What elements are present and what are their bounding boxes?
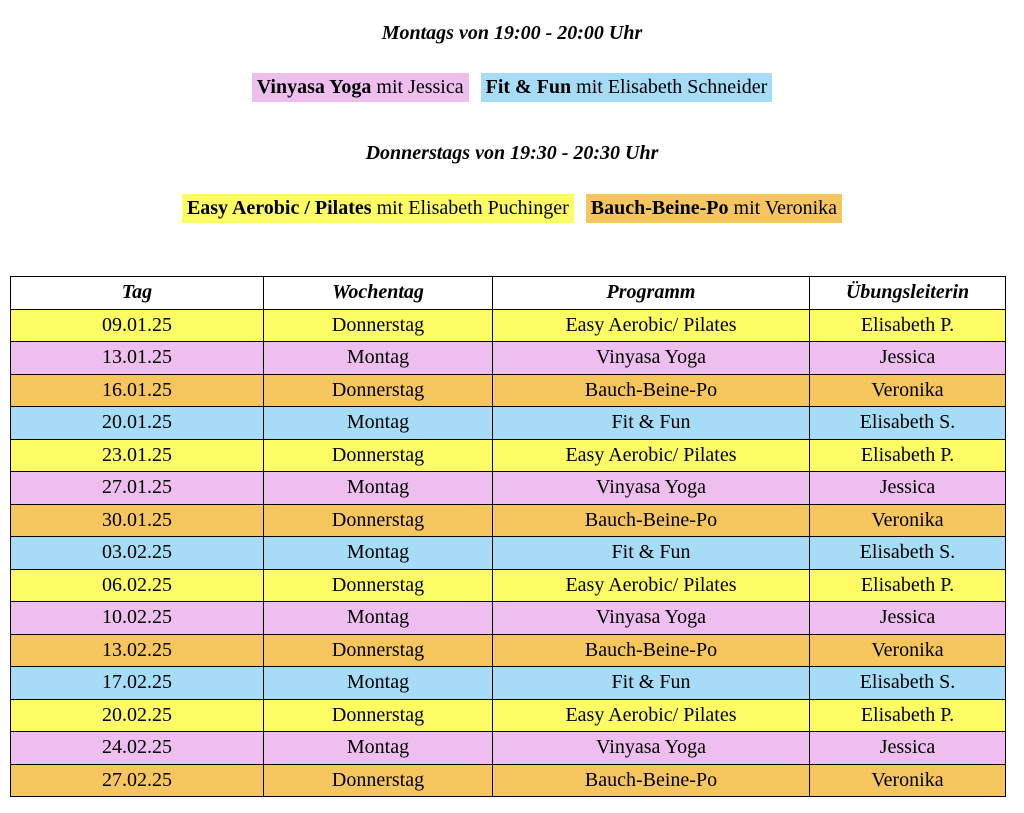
schedule-table-body [11, 309, 1006, 797]
cell-wochentag: Donnerstag [264, 374, 493, 407]
class-name: Vinyasa Yoga [256, 76, 372, 98]
cell-uebungsleiterin: Elisabeth P. [810, 569, 1006, 602]
class-instructor: mit Veronika [728, 197, 838, 219]
class-instructor: mit Elisabeth Schneider [571, 76, 768, 98]
cell-programm: Fit & Fun [493, 667, 810, 700]
cell-programm: Easy Aerobic/ Pilates [493, 569, 810, 602]
cell-wochentag: Montag [264, 732, 493, 765]
cell-programm: Fit & Fun [493, 537, 810, 570]
cell-wochentag: Donnerstag [264, 309, 493, 342]
cell-uebungsleiterin: Elisabeth P. [810, 439, 1006, 472]
cell-wochentag: Montag [264, 407, 493, 440]
cell-uebungsleiterin: Veronika [810, 374, 1006, 407]
table-row [11, 732, 1006, 765]
cell-tag: 16.01.25 [11, 374, 264, 407]
cell-programm: Fit & Fun [493, 407, 810, 440]
cell-programm: Bauch-Beine-Po [493, 504, 810, 537]
cell-programm: Easy Aerobic/ Pilates [493, 699, 810, 732]
column-header-tag: Tag [11, 277, 264, 310]
table-row [11, 602, 1006, 635]
cell-programm: Bauch-Beine-Po [493, 374, 810, 407]
cell-wochentag: Donnerstag [264, 764, 493, 797]
thursday-classes [0, 194, 1024, 223]
cell-tag: 17.02.25 [11, 667, 264, 700]
cell-uebungsleiterin: Veronika [810, 634, 1006, 667]
cell-uebungsleiterin: Veronika [810, 764, 1006, 797]
cell-programm: Vinyasa Yoga [493, 342, 810, 375]
class-tag-bauch-beine-po [586, 194, 842, 223]
cell-uebungsleiterin: Jessica [810, 472, 1006, 505]
table-row [11, 667, 1006, 700]
cell-tag: 03.02.25 [11, 537, 264, 570]
thursday-schedule-title: Donnerstags von 19:30 - 20:30 Uhr [365, 142, 659, 164]
class-tag-easy-aerobic-pilates [182, 194, 574, 223]
cell-wochentag: Montag [264, 537, 493, 570]
column-header-wochentag: Wochentag [264, 277, 493, 310]
column-header-programm: Programm [493, 277, 810, 310]
cell-tag: 13.02.25 [11, 634, 264, 667]
class-name: Easy Aerobic / Pilates [186, 197, 372, 219]
cell-wochentag: Donnerstag [264, 439, 493, 472]
cell-tag: 27.02.25 [11, 764, 264, 797]
class-instructor: mit Jessica [371, 76, 464, 98]
monday-schedule-title: Montags von 19:00 - 20:00 Uhr [381, 22, 643, 44]
cell-uebungsleiterin: Jessica [810, 342, 1006, 375]
cell-tag: 06.02.25 [11, 569, 264, 602]
table-header-row [11, 277, 1006, 310]
table-row [11, 537, 1006, 570]
cell-uebungsleiterin: Elisabeth S. [810, 667, 1006, 700]
cell-tag: 24.02.25 [11, 732, 264, 765]
cell-programm: Vinyasa Yoga [493, 602, 810, 635]
cell-programm: Bauch-Beine-Po [493, 764, 810, 797]
table-row [11, 699, 1006, 732]
cell-wochentag: Donnerstag [264, 569, 493, 602]
table-row [11, 764, 1006, 797]
cell-tag: 20.01.25 [11, 407, 264, 440]
table-row [11, 634, 1006, 667]
cell-uebungsleiterin: Elisabeth P. [810, 309, 1006, 342]
cell-uebungsleiterin: Veronika [810, 504, 1006, 537]
cell-uebungsleiterin: Elisabeth P. [810, 699, 1006, 732]
cell-uebungsleiterin: Jessica [810, 732, 1006, 765]
class-instructor: mit Elisabeth Puchinger [371, 197, 569, 219]
table-row [11, 342, 1006, 375]
cell-tag: 20.02.25 [11, 699, 264, 732]
cell-wochentag: Donnerstag [264, 699, 493, 732]
cell-wochentag: Montag [264, 472, 493, 505]
cell-uebungsleiterin: Elisabeth S. [810, 537, 1006, 570]
table-row [11, 374, 1006, 407]
class-tag-fit-fun [481, 73, 773, 102]
cell-wochentag: Montag [264, 602, 493, 635]
cell-programm: Easy Aerobic/ Pilates [493, 439, 810, 472]
monday-classes [0, 73, 1024, 102]
cell-tag: 13.01.25 [11, 342, 264, 375]
schedule-table [10, 276, 1006, 797]
cell-wochentag: Donnerstag [264, 504, 493, 537]
cell-programm: Easy Aerobic/ Pilates [493, 309, 810, 342]
cell-tag: 30.01.25 [11, 504, 264, 537]
table-row [11, 309, 1006, 342]
table-row [11, 407, 1006, 440]
cell-uebungsleiterin: Jessica [810, 602, 1006, 635]
cell-tag: 27.01.25 [11, 472, 264, 505]
cell-programm: Vinyasa Yoga [493, 472, 810, 505]
cell-tag: 23.01.25 [11, 439, 264, 472]
class-name: Fit & Fun [485, 76, 572, 98]
cell-tag: 10.02.25 [11, 602, 264, 635]
cell-programm: Vinyasa Yoga [493, 732, 810, 765]
table-row [11, 439, 1006, 472]
cell-uebungsleiterin: Elisabeth S. [810, 407, 1006, 440]
cell-programm: Bauch-Beine-Po [493, 634, 810, 667]
table-row [11, 569, 1006, 602]
class-tag-vinyasa-yoga [252, 73, 469, 102]
class-name: Bauch-Beine-Po [590, 197, 729, 219]
cell-wochentag: Montag [264, 342, 493, 375]
cell-tag: 09.01.25 [11, 309, 264, 342]
cell-wochentag: Donnerstag [264, 634, 493, 667]
table-row [11, 472, 1006, 505]
table-row [11, 504, 1006, 537]
column-header-uebungsleiterin: Übungsleiterin [810, 277, 1006, 310]
cell-wochentag: Montag [264, 667, 493, 700]
